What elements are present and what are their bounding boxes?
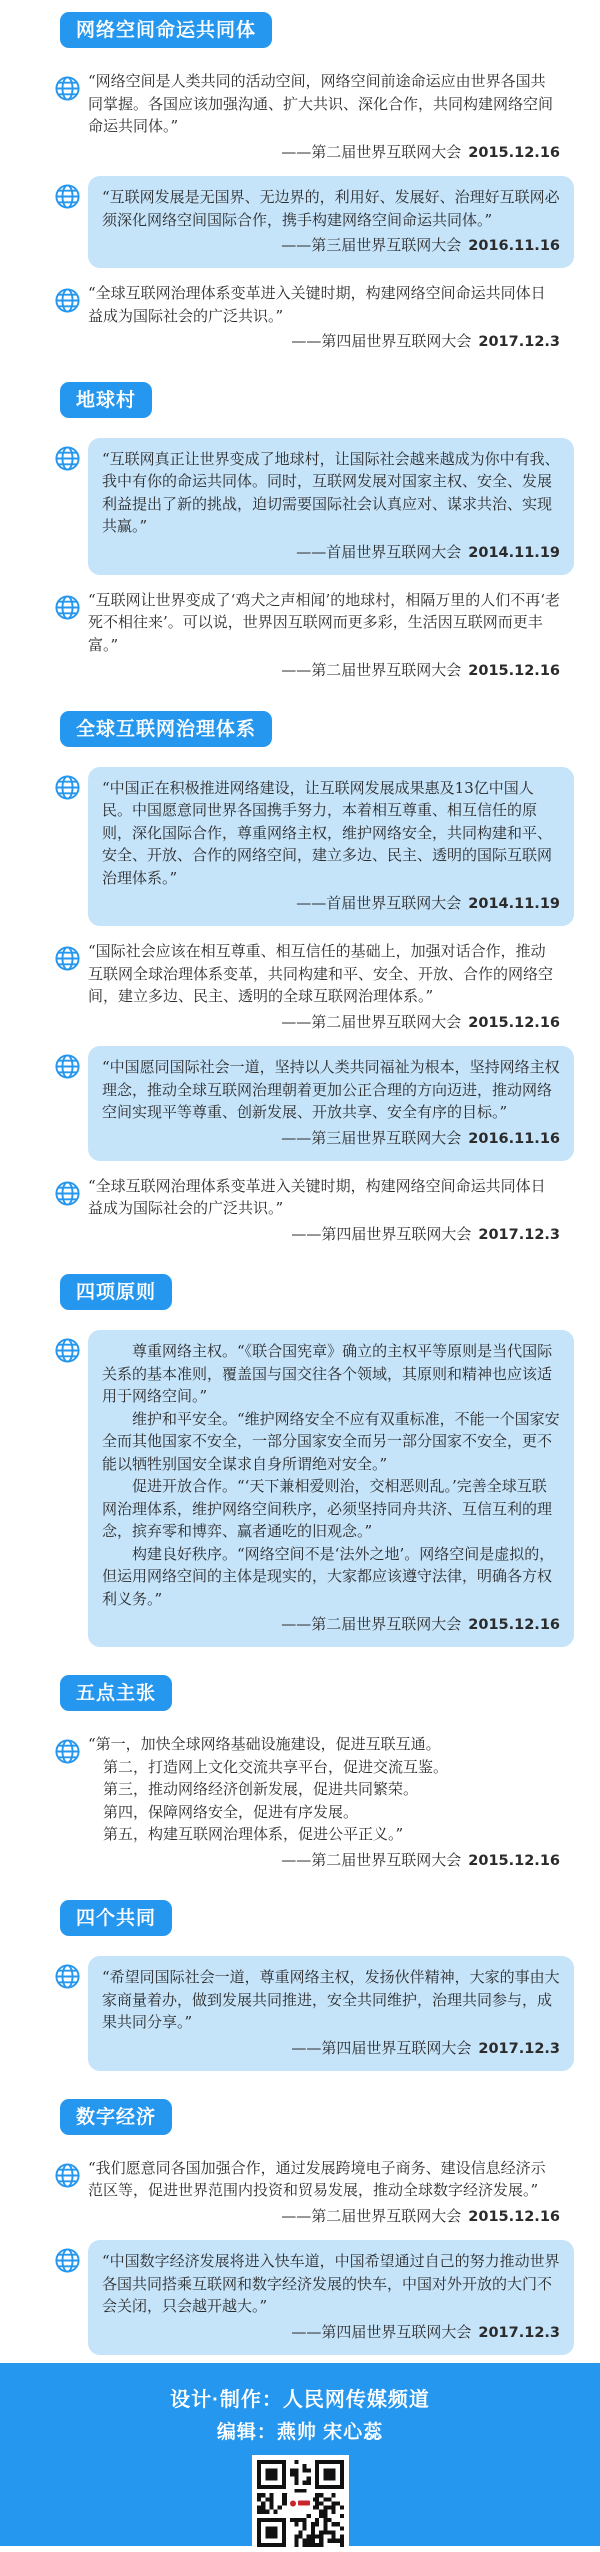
- quote-block: [54, 2240, 574, 2354]
- quote-body: [88, 1173, 574, 1247]
- quote-text: 尊重网络主权。“《联合国宪章》确立的主权平等原则是当代国际关系的基本准则，覆盖国与国交往各个领域，其原则和精神也应该适用于网络空间。”: [102, 1342, 553, 1406]
- qr-center-logo: [287, 2493, 313, 2514]
- section-cyberspace-community: [0, 12, 600, 354]
- quote-source: ——第二届世界互联网大会: [281, 1850, 462, 1869]
- quote-text: “网络空间是人类共同的活动空间，网络空间前途命运应由世界各国共同掌握。各国应该加强沟通、扩大共识、深化合作，共同构建网络空间命运共同体。”: [88, 72, 554, 135]
- section-tag: 四个共同: [60, 1900, 172, 1936]
- section-four-commons: [0, 1880, 600, 2070]
- globe-icon: [54, 183, 81, 210]
- quote-attribution: [102, 892, 560, 916]
- quote-attribution: [88, 141, 560, 165]
- globe-icon: [54, 75, 81, 102]
- quote-block: [54, 587, 574, 683]
- section-tag: 地球村: [60, 382, 152, 418]
- quote-text: 促进开放合作。“‘天下兼相爱则治，交相恶则乱。’完善全球互联网治理体系，维护网络空间秩序，必须坚持同舟共济、互信互利的理念，摈弃零和博弈、赢者通吃的旧观念。”: [102, 1477, 553, 1541]
- globe-icon: [54, 1180, 81, 1207]
- quote-body: [88, 1046, 574, 1160]
- quote-source: ——首届世界互联网大会: [296, 894, 462, 913]
- section-tag: 四项原则: [60, 1274, 172, 1310]
- quote-text: 第三，推动网络经济创新发展，促进共同繁荣。: [103, 1780, 419, 1798]
- quote-source: ——第四届世界互联网大会: [291, 332, 472, 350]
- globe-icon: [54, 774, 81, 801]
- globe-icon: [54, 2247, 81, 2274]
- quote-attribution: [102, 2321, 560, 2345]
- quote-date: 2017.12.3: [478, 1226, 560, 1243]
- section-tag: 网络空间命运共同体: [60, 12, 272, 48]
- quote-block: [54, 176, 574, 268]
- quote-block: [54, 2155, 574, 2229]
- section-global-internet-governance: [0, 691, 600, 1247]
- quote-text: “全球互联网治理体系变革进入关键时期，构建网络空间命运共同体日益成为国际社会的广泛共识。”: [88, 284, 546, 325]
- quote-date: 2015.12.16: [468, 2208, 560, 2225]
- quote-body: [88, 587, 574, 683]
- quote-date: 2015.12.16: [468, 1617, 560, 1634]
- globe-icon: [54, 2162, 81, 2189]
- quote-source: ——第三届世界互联网大会: [281, 1128, 462, 1147]
- section-global-village: [0, 362, 600, 683]
- quote-date: 2017.12.3: [478, 2324, 560, 2341]
- quote-body: [88, 1330, 574, 1647]
- quote-source: ——首届世界互联网大会: [296, 542, 462, 561]
- section-five-proposals: [0, 1655, 600, 1872]
- quote-body: [88, 176, 574, 268]
- quote-body: [88, 1956, 574, 2070]
- qr-code: [252, 2455, 349, 2552]
- quote-block: [54, 1330, 574, 1647]
- quote-attribution: [102, 1127, 560, 1151]
- quote-date: 2015.12.16: [468, 1014, 560, 1031]
- quote-text: “希望同国际社会一道，尊重网络主权，发扬伙伴精神，大家的事由大家商量着办，做到发展共同推进，安全共同维护，治理共同参与，成果共同分享。”: [102, 1968, 560, 2032]
- quote-text: 构建良好秩序。“网络空间不是‘法外之地’。网络空间是虚拟的，但运用网络空间的主体是现实的，大家都应该遵守法律，明确各方权利义务。”: [102, 1544, 555, 1608]
- quote-source: ——第三届世界互联网大会: [281, 236, 462, 255]
- quote-body: [88, 767, 574, 926]
- quote-text: “全球互联网治理体系变革进入关键时期，构建网络空间命运共同体日益成为国际社会的广泛共识。”: [88, 1176, 546, 1217]
- quote-attribution: [102, 541, 560, 565]
- quote-body: [88, 1731, 574, 1872]
- quote-source: ——第四届世界互联网大会: [291, 1224, 472, 1243]
- section-tag: 数字经济: [60, 2099, 172, 2135]
- quote-source: ——第四届世界互联网大会: [291, 2322, 472, 2341]
- quote-text: “互联网发展是无国界、无边界的，利用好、发展好、治理好互联网必须深化网络空间国际合作，携手构建网络空间命运共同体。”: [102, 188, 560, 229]
- quote-block: [54, 767, 574, 926]
- quote-text: “中国愿同国际社会一道，坚持以人类共同福祉为根本，坚持网络主权理念，推动全球互联网治理朝着更加公正合理的方向迈进，推动网络空间实现平等尊重、创新发展、开放共享、安全有序的目标。”: [102, 1058, 560, 1122]
- quote-date: 2014.11.19: [468, 896, 560, 913]
- globe-icon: [54, 945, 81, 972]
- quote-date: 2015.12.16: [468, 1852, 560, 1869]
- quote-body: [88, 2155, 574, 2229]
- quote-source: ——第四届世界互联网大会: [291, 2038, 472, 2057]
- quote-body: [88, 438, 574, 575]
- globe-icon: [54, 1963, 81, 1990]
- quote-attribution: [88, 1849, 560, 1873]
- quote-date: 2015.12.16: [468, 663, 560, 679]
- quote-date: 2016.11.16: [468, 1130, 560, 1147]
- quote-attribution: [102, 2037, 560, 2061]
- quote-attribution: [88, 1223, 560, 1247]
- quote-body: [88, 280, 574, 354]
- globe-icon: [54, 1337, 81, 1364]
- quote-text: “互联网真正让世界变成了地球村，让国际社会越来越成为你中有我、我中有你的命运共同体。同时，互联网发展对国家主权、安全、发展利益提出了新的挑战，迫切需要国际社会认真应对、谋求共治、实现共赢。”: [102, 449, 560, 536]
- quote-source: ——第二届世界互联网大会: [281, 2206, 462, 2225]
- quote-date: 2015.12.16: [468, 144, 560, 161]
- quote-body: [88, 938, 574, 1034]
- globe-icon: [54, 594, 81, 621]
- footer-credit-editor: 编辑：燕帅 宋心蕊: [216, 2421, 384, 2443]
- quote-block: [54, 280, 574, 354]
- quote-attribution: [88, 2205, 560, 2229]
- quote-text: “第一，加快全球网络基础设施建设，促进互联互通。: [88, 1735, 441, 1753]
- quote-attribution: [88, 330, 560, 354]
- footer-credit-design: 设计·制作：人民网传媒频道: [170, 2388, 430, 2411]
- quote-block: [54, 1956, 574, 2070]
- footer: [0, 2363, 600, 2546]
- quote-block: [54, 438, 574, 575]
- quote-text: 维护和平安全。“维护网络安全不应有双重标准，不能一个国家安全而其他国家不安全，一部分国家安全而另一部分国家不安全，更不能以牺牲别国安全谋求自身所谓绝对安全。”: [102, 1409, 560, 1473]
- quote-text: “中国正在积极推进网络建设，让互联网发展成果惠及13亿中国人民。中国愿意同世界各国携手努力，本着相互尊重、相互信任的原则，深化国际合作，尊重网络主权，维护网络安全，共同构建和平、安全、开放、合作的网络空间，建立多边、民主、透明的国际互联网治理体系。”: [102, 778, 553, 887]
- quote-attribution: [102, 234, 560, 258]
- quote-attribution: [88, 1011, 560, 1035]
- quote-block: [54, 1046, 574, 1160]
- quote-text: “我们愿意同各国加强合作，通过发展跨境电子商务、建设信息经济示范区等，促进世界范围内投资和贸易发展，推动全球数字经济发展。”: [88, 2158, 546, 2199]
- quote-date: 2016.11.16: [468, 238, 560, 255]
- quote-text: 第二，打造网上文化交流共享平台，促进交流互鉴。: [103, 1757, 449, 1776]
- quote-source: ——第二届世界互联网大会: [281, 661, 462, 679]
- globe-icon: [54, 445, 81, 472]
- quote-text: “互联网让世界变成了‘鸡犬之声相闻’的地球村，相隔万里的人们不再‘老死不相往来’。可以说，世界因互联网而更多彩，生活因互联网而更丰富。”: [88, 590, 560, 654]
- quote-text: 第五，构建互联网治理体系，促进公平正义。”: [103, 1825, 404, 1843]
- quote-source: ——第二届世界互联网大会: [281, 1012, 462, 1031]
- section-digital-economy: [0, 2079, 600, 2355]
- quote-attribution: [88, 659, 560, 683]
- quote-date: 2017.12.3: [478, 2040, 560, 2057]
- quote-source: ——第二届世界互联网大会: [281, 142, 462, 161]
- globe-icon: [54, 1738, 81, 1765]
- quote-body: [88, 2240, 574, 2354]
- section-tag: 五点主张: [60, 1675, 172, 1711]
- quote-body: [88, 68, 574, 164]
- globe-icon: [54, 1053, 81, 1080]
- quote-date: 2014.11.19: [468, 544, 560, 561]
- quote-attribution: [102, 1613, 560, 1637]
- section-tag: 全球互联网治理体系: [60, 711, 272, 747]
- quote-source: ——第二届世界互联网大会: [281, 1615, 462, 1634]
- section-four-principles: [0, 1254, 600, 1647]
- quote-block: [54, 1173, 574, 1247]
- quote-block: [54, 68, 574, 164]
- globe-icon: [54, 287, 81, 314]
- quote-date: 2017.12.3: [478, 334, 560, 350]
- quote-text: 第四，保障网络安全，促进有序发展。: [103, 1802, 359, 1821]
- quote-text: “中国数字经济发展将进入快车道，中国希望通过自己的努力推动世界各国共同搭乘互联网和数字经济发展的快车，中国对外开放的大门不会关闭，只会越开越大。”: [102, 2252, 560, 2316]
- quote-text: “国际社会应该在相互尊重、相互信任的基础上，加强对话合作，推动互联网全球治理体系变革，共同构建和平、安全、开放、合作的网络空间，建立多边、民主、透明的全球互联网治理体系。”: [88, 942, 554, 1005]
- quote-block: [54, 1731, 574, 1872]
- quote-block: [54, 938, 574, 1034]
